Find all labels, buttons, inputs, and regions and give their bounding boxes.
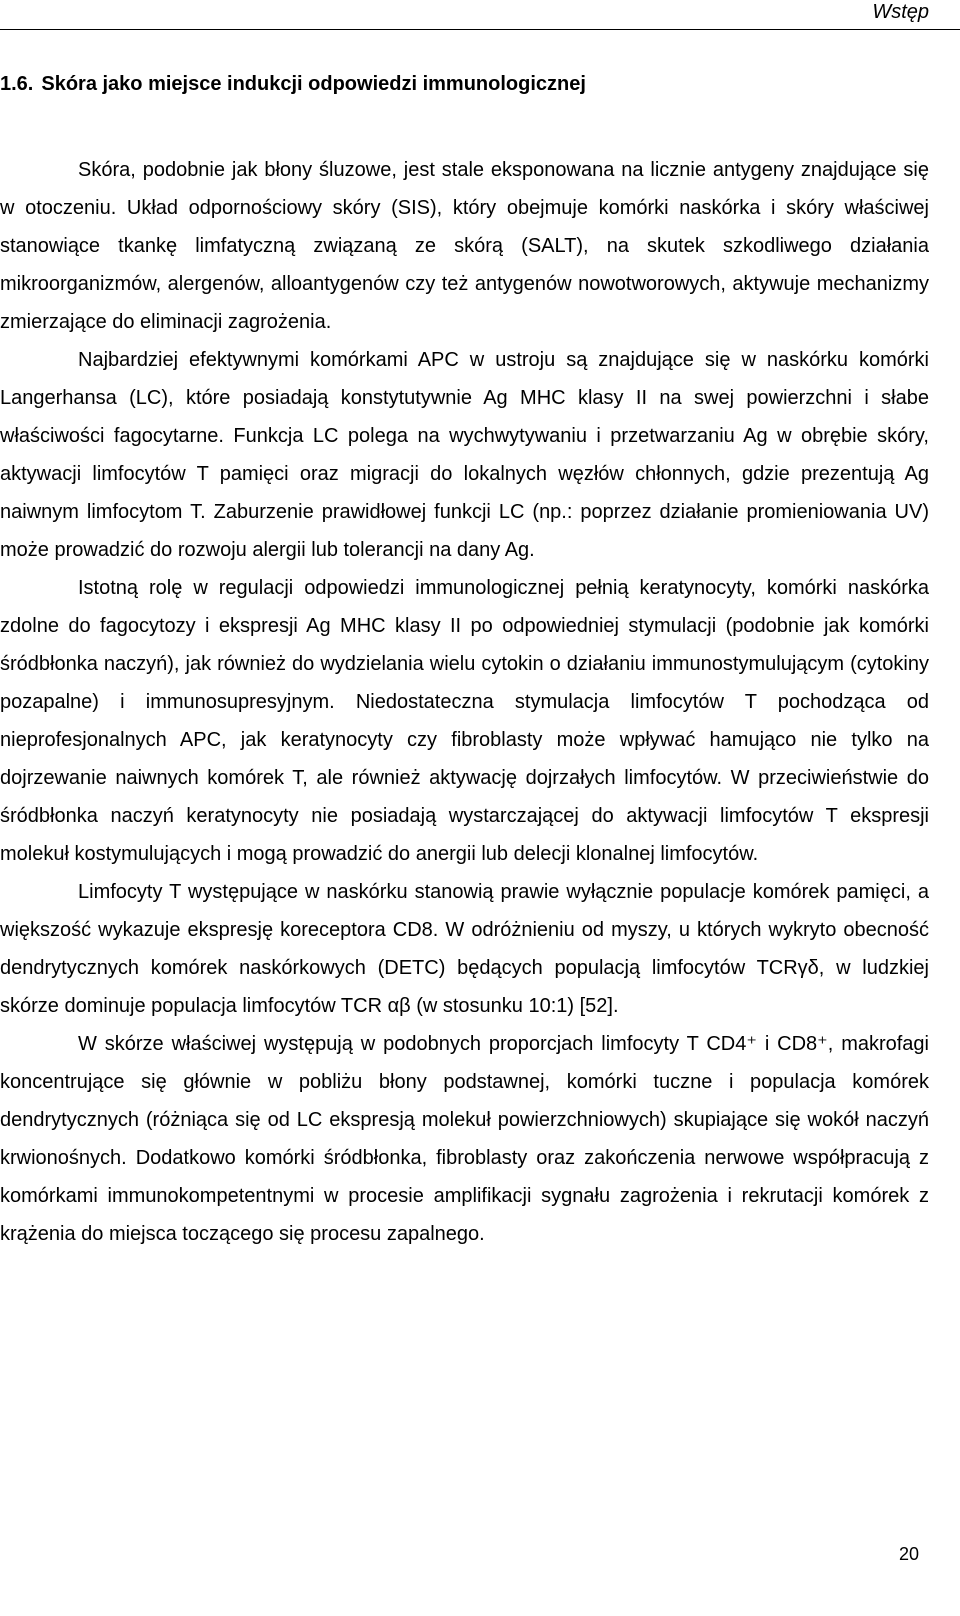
paragraph: W skórze właściwej występują w podobnych proporcjach limfocyty T CD4⁺ i CD8⁺, makrofagi koncentrujące się głównie w pobliżu błony podstawnej, komórki tuczne i populacja komórek dendrytycznych (różniąca się od LC ekspresją molekuł powierzchniowych) skupiające się wokół naczyń krwionośnych. Dodatkowo komórki śródbłonka, fibroblasty oraz zakończenia nerwowe współpracują z komórkami immunokompetentnymi w procesie amplifikacji sygnału zagrożenia i rekrutacji komórek z krążenia do miejsca toczącego się procesu zapalnego. xyxy=(0,1033,929,1245)
paragraph: Najbardziej efektywnymi komórkami APC w ustroju są znajdujące się w naskórku komórki Langerhansa (LC), które posiadają konstytutywnie Ag MHC klasy II na swej powierzchni i słabe właściwości fagocytarne. Funkcja LC polega na wychwytywaniu i przetwarzaniu Ag w obrębie skóry, aktywacji limfocytów T pamięci oraz migracji do lokalnych węzłów chłonnych, gdzie prezentują Ag naiwnym limfocytom T. Zaburzenie prawidłowej funkcji LC (np.: poprzez działanie promieniowania UV) może prowadzić do rozwoju alergii lub tolerancji na dany Ag. xyxy=(0,349,929,561)
running-header-title: Wstęp xyxy=(872,1,929,23)
section-heading xyxy=(0,71,586,97)
running-header xyxy=(0,0,960,30)
body-text xyxy=(0,151,929,1253)
section-title: Skóra jako miejsce indukcji odpowiedzi immunologicznej xyxy=(41,73,586,95)
page-number: 20 xyxy=(898,1544,919,1564)
paragraph: Skóra, podobnie jak błony śluzowe, jest stale eksponowana na licznie antygeny znajdujące się w otoczeniu. Układ odpornościowy skóry (SIS), który obejmuje komórki naskórka i skóry właściwej stanowiące tkankę limfatyczną związaną ze skórą (SALT), na skutek szkodliwego działania mikroorganizmów, alergenów, alloantygenów czy też antygenów nowotworowych, aktywuje mechanizmy zmierzające do eliminacji zagrożenia. xyxy=(0,159,929,333)
paragraph: Limfocyty T występujące w naskórku stanowią prawie wyłącznie populacje komórek pamięci, a większość wykazuje ekspresję koreceptora CD8. W odróżnieniu od myszy, u których wykryto obecność dendrytycznych komórek naskórkowych (DETC) będących populacją limfocytów TCRγδ, w ludzkiej skórze dominuje populacja limfocytów TCR αβ (w stosunku 10:1) [52]. xyxy=(0,881,929,1017)
section-number: 1.6. xyxy=(0,73,34,95)
paragraph: Istotną rolę w regulacji odpowiedzi immunologicznej pełnią keratynocyty, komórki naskórka zdolne do fagocytozy i ekspresji Ag MHC klasy II po odpowiedniej stymulacji (podobnie jak komórki śródbłonka naczyń), jak również do wydzielania wielu cytokin o działaniu immunostymulującym (cytokiny pozapalne) i immunosupresyjnym. Niedostateczna stymulacja limfocytów T pochodząca od nieprofesjonalnych APC, jak keratynocyty czy fibroblasty może wpływać hamująco nie tylko na dojrzewanie naiwnych komórek T, ale również aktywację dojrzałych limfocytów. W przeciwieństwie do śródbłonka naczyń keratynocyty nie posiadają wystarczającej do aktywacji limfocytów T ekspresji molekuł kostymulujących i mogą prowadzić do anergii lub delecji klonalnej limfocytów. xyxy=(0,577,929,865)
